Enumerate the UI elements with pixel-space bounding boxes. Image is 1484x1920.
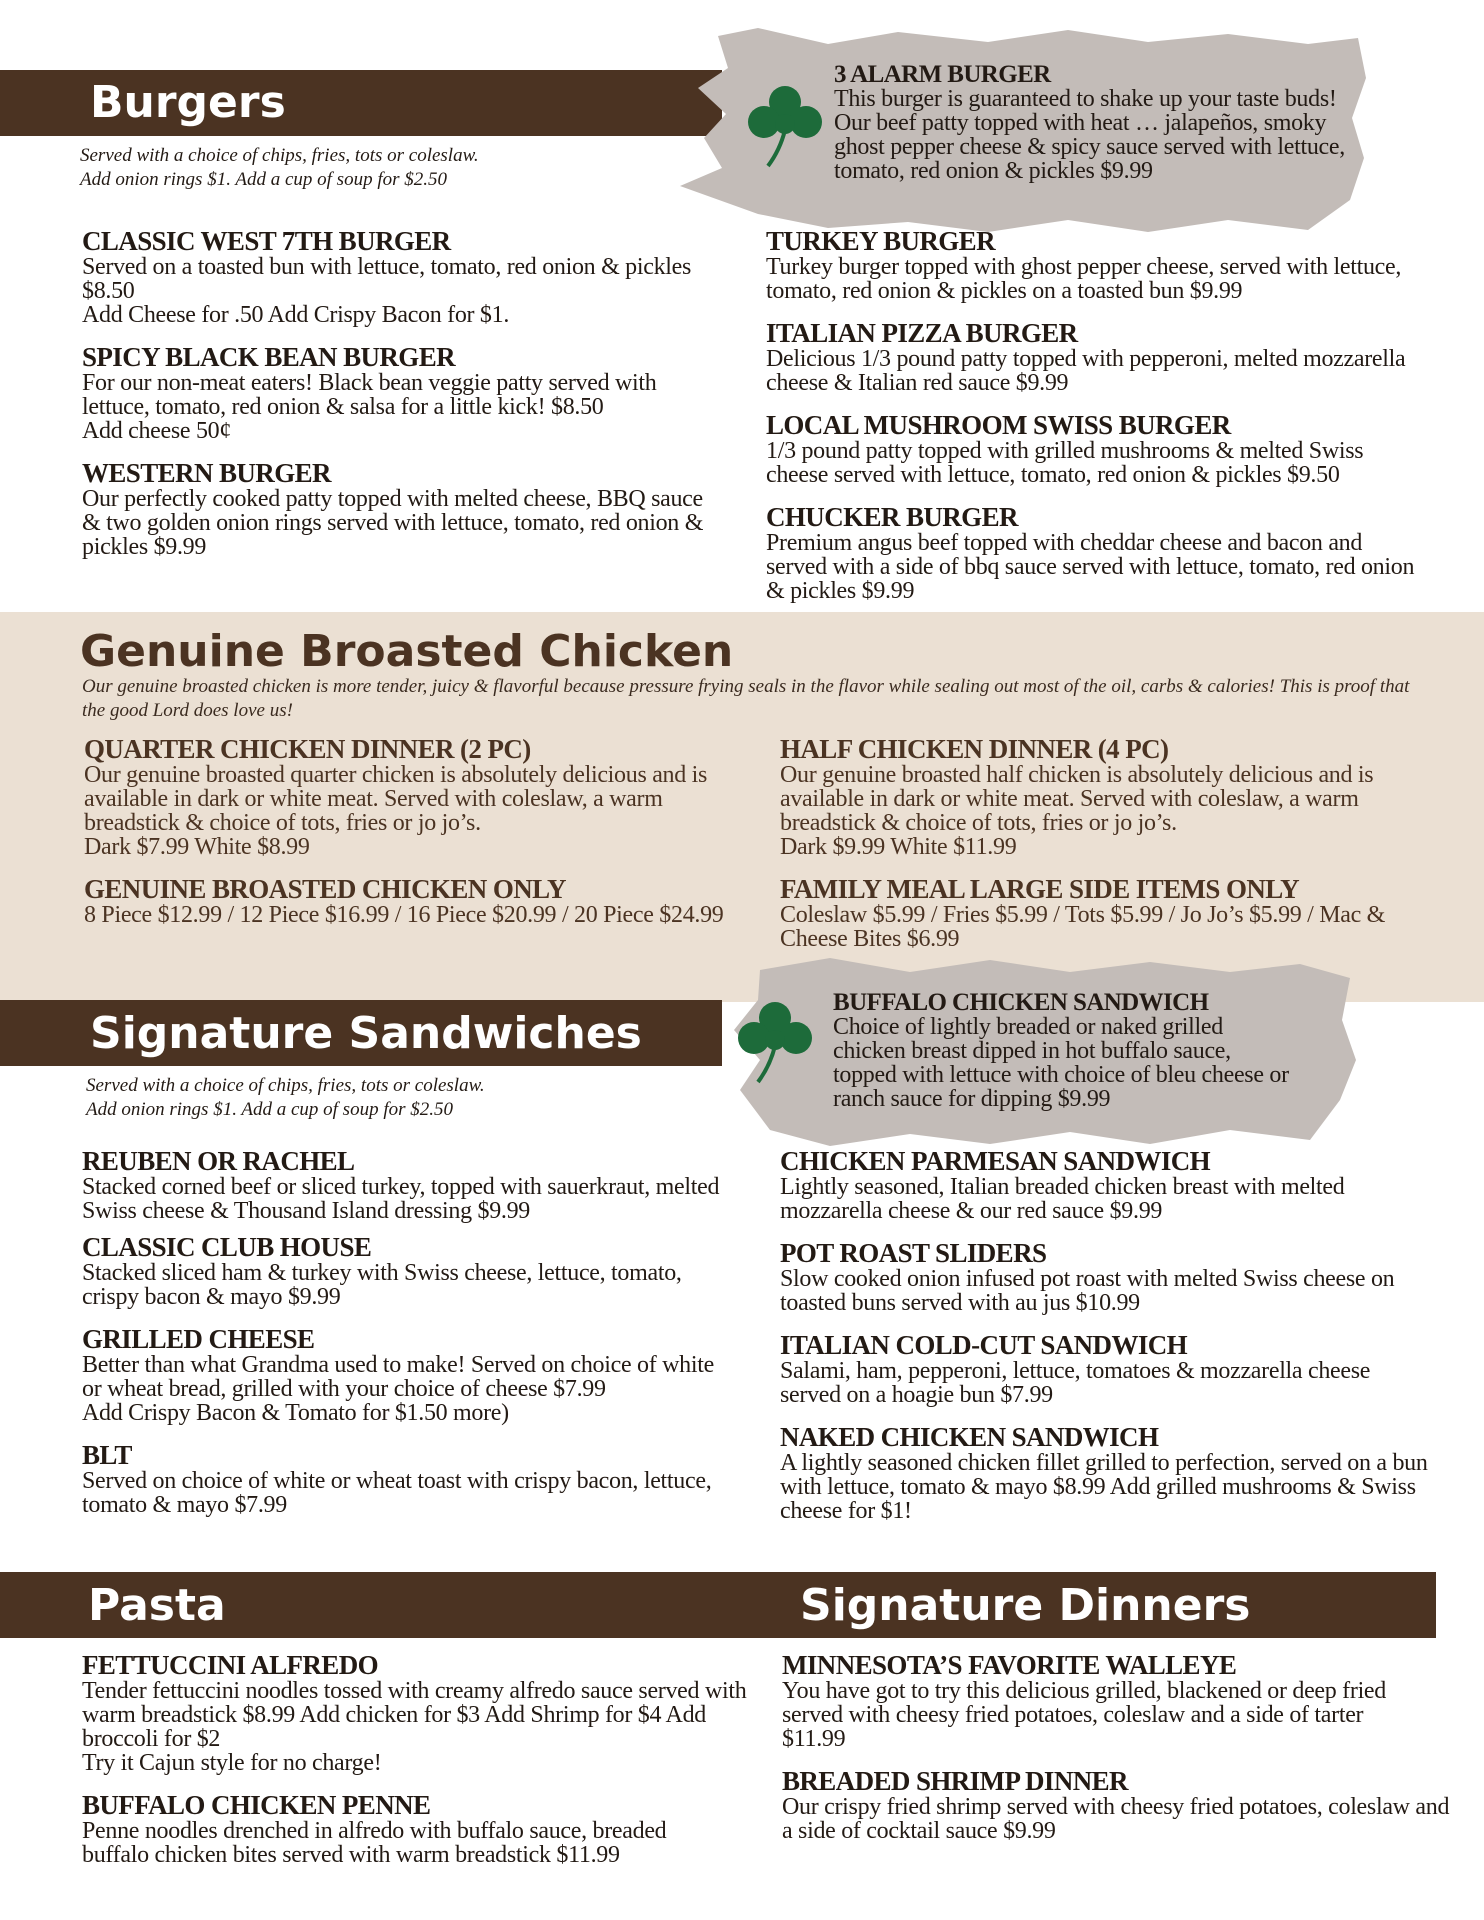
item-addon: Try it Cajun style for no charge! — [82, 1750, 382, 1776]
burgers-note — [80, 144, 640, 192]
menu-item-reuben-or-rachel — [82, 1148, 722, 1223]
item-description: Our perfectly cooked patty topped with melted cheese, BBQ sauce & two golden onion rings served with lettuce, tomato, red onion & pickles $9.99 — [82, 486, 704, 560]
item-title: CLASSIC CLUB HOUSE — [82, 1232, 372, 1262]
item-description: Served on a toasted bun with lettuce, tomato, red onion & pickles $8.50 — [82, 254, 692, 304]
menu-item-naked-chicken-sandwich — [780, 1424, 1440, 1523]
item-title: CLASSIC WEST 7TH BURGER — [82, 226, 451, 256]
item-price: Dark $9.99 White $11.99 — [780, 834, 1017, 860]
item-title: BUFFALO CHICKEN PENNE — [82, 1790, 431, 1820]
menu-item-buffalo-chicken-penne — [82, 1792, 732, 1867]
shamrock-icon — [740, 80, 830, 170]
menu-item-spicy-black-bean-burger — [82, 344, 702, 443]
menu-item-pot-roast-sliders — [780, 1240, 1440, 1315]
menu-item-genuine-broasted-chicken-only — [84, 876, 734, 927]
item-description: Stacked corned beef or sliced turkey, topped with sauerkraut, melted Swiss cheese & Thousand Island dressing $9.99 — [82, 1174, 720, 1224]
chicken-heading: Genuine Broasted Chicken — [80, 626, 734, 677]
menu-item-western-burger — [82, 460, 722, 559]
item-addon: Add cheese 50¢ — [82, 418, 232, 444]
item-description: Premium angus beef topped with cheddar cheese and bacon and served with a side of bbq sauce served with lettuce, tomato, red onion & pickles $9.99 — [766, 530, 1415, 604]
pasta-heading: Pasta — [88, 1580, 226, 1631]
menu-item-turkey-burger — [766, 228, 1406, 303]
item-title: GRILLED CHEESE — [82, 1324, 315, 1354]
item-description: Turkey burger topped with ghost pepper cheese, served with lettuce, tomato, red onion & pickles on a toasted bun $9.99 — [766, 254, 1402, 304]
item-description: Salami, ham, pepperoni, lettuce, tomatoes & mozzarella cheese served on a hoagie bun $7.99 — [780, 1358, 1371, 1408]
menu-item-chucker-burger — [766, 504, 1426, 603]
item-description: Slow cooked onion infused pot roast with melted Swiss cheese on toasted buns served with au jus $10.99 — [780, 1266, 1395, 1316]
item-description: Better than what Grandma used to make! Served on choice of white or wheat bread, grilled with your choice of cheese $7.99 — [82, 1352, 714, 1402]
item-description: Coleslaw $5.99 / Fries $5.99 / Tots $5.99 / Jo Jo’s $5.99 / Mac & Cheese Bites $6.99 — [780, 902, 1386, 952]
featured-buffalo-chicken-sandwich — [720, 950, 1360, 1150]
item-title: POT ROAST SLIDERS — [780, 1238, 1047, 1268]
item-addon: Add Cheese for .50 Add Crispy Bacon for $1. — [82, 302, 510, 328]
item-title: BLT — [82, 1440, 132, 1470]
menu-item-half-chicken-dinner — [780, 736, 1430, 859]
item-title: GENUINE BROASTED CHICKEN ONLY — [84, 874, 566, 904]
menu-item-quarter-chicken-dinner — [84, 736, 734, 859]
item-title: HALF CHICKEN DINNER (4 PC) — [780, 734, 1169, 764]
item-price: Dark $7.99 White $8.99 — [84, 834, 310, 860]
menu-item-classic-west-7th-burger — [82, 228, 702, 327]
sandwiches-note — [86, 1074, 646, 1122]
menu-item-breaded-shrimp-dinner — [782, 1768, 1462, 1843]
sandwiches-note-line1: Served with a choice of chips, fries, tots or coleslaw. — [86, 1075, 485, 1096]
item-title: NAKED CHICKEN SANDWICH — [780, 1422, 1159, 1452]
item-description: Stacked sliced ham & turkey with Swiss cheese, lettuce, tomato, crispy bacon & mayo $9.99 — [82, 1260, 682, 1310]
item-description: 8 Piece $12.99 / 12 Piece $16.99 / 16 Piece $20.99 / 20 Piece $24.99 — [84, 902, 724, 928]
item-title: LOCAL MUSHROOM SWISS BURGER — [766, 410, 1231, 440]
shamrock-icon — [730, 996, 820, 1086]
burgers-note-line2: Add onion rings $1. Add a cup of soup for $2.50 — [80, 169, 447, 190]
item-title: CHICKEN PARMESAN SANDWICH — [780, 1146, 1211, 1176]
item-title: REUBEN OR RACHEL — [82, 1146, 355, 1176]
item-description: Served on choice of white or wheat toast with crispy bacon, lettuce, tomato & mayo $7.99 — [82, 1468, 712, 1518]
item-title: ITALIAN PIZZA BURGER — [766, 318, 1078, 348]
item-title: SPICY BLACK BEAN BURGER — [82, 342, 456, 372]
item-description: For our non-meat eaters! Black bean veggie patty served with lettuce, tomato, red onion & salsa for a little kick! $8.50 — [82, 370, 657, 420]
sandwiches-heading: Signature Sandwiches — [90, 1008, 642, 1059]
item-description: Lightly seasoned, Italian breaded chicken breast with melted mozzarella cheese & our red sauce $9.99 — [780, 1174, 1345, 1224]
item-description: Delicious 1/3 pound patty topped with pepperoni, melted mozzarella cheese & Italian red sauce $9.99 — [766, 346, 1406, 396]
item-title: WESTERN BURGER — [82, 458, 331, 488]
item-description: Tender fettuccini noodles tossed with creamy alfredo sauce served with warm breadstick $8.99 Add chicken for $3 Add Shrimp for $4 Add broccoli for $2 — [82, 1678, 747, 1752]
item-title: FETTUCCINI ALFREDO — [82, 1650, 378, 1680]
menu-item-family-meal-sides — [780, 876, 1430, 951]
item-description: Our crispy fried shrimp served with cheesy fried potatoes, coleslaw and a side of cocktail sauce $9.99 — [782, 1794, 1450, 1844]
menu-item-grilled-cheese — [82, 1326, 722, 1425]
menu-item-minnesotas-favorite-walleye — [782, 1652, 1422, 1751]
featured-description: Choice of lightly breaded or naked grilled chicken breast dipped in hot buffalo sauce, topped with lettuce with choice of bleu cheese or ranch sauce for dipping $9.99 — [833, 1014, 1289, 1112]
menu-item-fettuccini-alfredo — [82, 1652, 752, 1775]
burgers-note-line1: Served with a choice of chips, fries, tots or coleslaw. — [80, 145, 479, 166]
item-title: FAMILY MEAL LARGE SIDE ITEMS ONLY — [780, 874, 1300, 904]
featured-title: 3 ALARM BURGER — [834, 61, 1051, 88]
chicken-note: Our genuine broasted chicken is more tender, juicy & flavorful because pressure frying seals in the flavor while sealing out most of the oil, carbs & calories! This is proof that the good Lord does love us! — [82, 676, 1410, 721]
item-title: CHUCKER BURGER — [766, 502, 1018, 532]
dinners-heading: Signature Dinners — [800, 1580, 1251, 1631]
menu-item-blt — [82, 1442, 722, 1517]
featured-description: This burger is guaranteed to shake up your taste buds! Our beef patty topped with heat … jalapeños, smoky ghost pepper cheese & spicy sauce served with lettuce, tomato, red onion & pickles $9.99 — [834, 86, 1345, 184]
item-title: BREADED SHRIMP DINNER — [782, 1766, 1128, 1796]
menu-item-classic-club-house — [82, 1234, 722, 1309]
item-description: Penne noodles drenched in alfredo with buffalo sauce, breaded buffalo chicken bites served with warm breadstick $11.99 — [82, 1818, 667, 1868]
menu-item-italian-cold-cut-sandwich — [780, 1332, 1420, 1407]
item-description: You have got to try this delicious grilled, blackened or deep fried served with cheesy fried potatoes, coleslaw and a side of tarter $11.99 — [782, 1678, 1386, 1752]
item-description: Our genuine broasted quarter chicken is absolutely delicious and is available in dark or white meat. Served with coleslaw, a warm breadstick & choice of tots, fries or jo jo’s. — [84, 762, 708, 836]
burgers-heading: Burgers — [90, 77, 286, 128]
item-addon: Add Crispy Bacon & Tomato for $1.50 more) — [82, 1400, 509, 1426]
sandwiches-note-line2: Add onion rings $1. Add a cup of soup for $2.50 — [86, 1099, 453, 1120]
item-description: 1/3 pound patty topped with grilled mushrooms & melted Swiss cheese served with lettuce, tomato, red onion & pickles $9.50 — [766, 438, 1364, 488]
menu-item-italian-pizza-burger — [766, 320, 1406, 395]
item-title: MINNESOTA’S FAVORITE WALLEYE — [782, 1650, 1237, 1680]
featured-title: BUFFALO CHICKEN SANDWICH — [833, 989, 1209, 1016]
item-description: Our genuine broasted half chicken is absolutely delicious and is available in dark or white meat. Served with coleslaw, a warm breadstick & choice of tots, fries or jo jo’s. — [780, 762, 1374, 836]
item-title: QUARTER CHICKEN DINNER (2 PC) — [84, 734, 531, 764]
menu-item-local-mushroom-swiss-burger — [766, 412, 1426, 487]
item-title: ITALIAN COLD-CUT SANDWICH — [780, 1330, 1188, 1360]
menu-item-chicken-parmesan-sandwich — [780, 1148, 1420, 1223]
item-title: TURKEY BURGER — [766, 226, 995, 256]
featured-3-alarm-burger — [668, 18, 1368, 238]
item-description: A lightly seasoned chicken fillet grilled to perfection, served on a bun with lettuce, tomato & mayo $8.99 Add grilled mushrooms & Swiss cheese for $1! — [780, 1450, 1428, 1524]
